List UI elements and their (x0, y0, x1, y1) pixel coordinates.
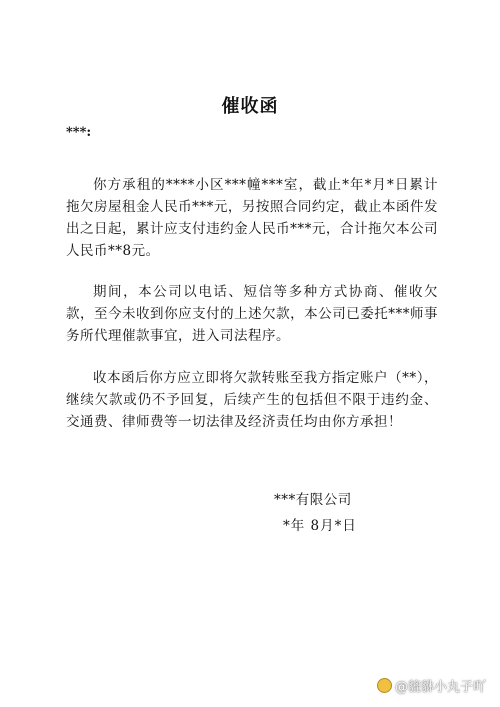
paragraph-demand: 收本函后你方应立即将欠款转账至我方指定账户（**），继续欠款或仍不予回复，后续产生的包括但不限于违约金、交通费、律师费等一切法律及经济责任均由你方承担！ (66, 370, 438, 430)
platform-logo-icon (377, 678, 392, 693)
paragraph-collection-attempts: 期间，本公司以电话、短信等多种方式协商、催收欠款，至今未收到你应支付的上述欠款，本公司已委托***师事务所代理催款事宜，进入司法程序。 (66, 284, 438, 344)
paragraph-arrears: 你方承租的****小区***幢***室，截止*年*月*日累计拖欠房屋租金人民币***元，另按照合同约定，截止本函件发出之日起，累计应支付违约金人民币***元，合计拖欠本公司人民币**8元。 (66, 177, 438, 259)
document-title: 催收函 (221, 96, 279, 117)
signature-company: ***有限公司 (274, 492, 352, 508)
signature-date: *年 8月*日 (283, 518, 357, 534)
watermark (377, 676, 486, 695)
salutation: ***: (66, 125, 92, 140)
watermark-text: @貔貅小丸子吖 (394, 680, 486, 695)
